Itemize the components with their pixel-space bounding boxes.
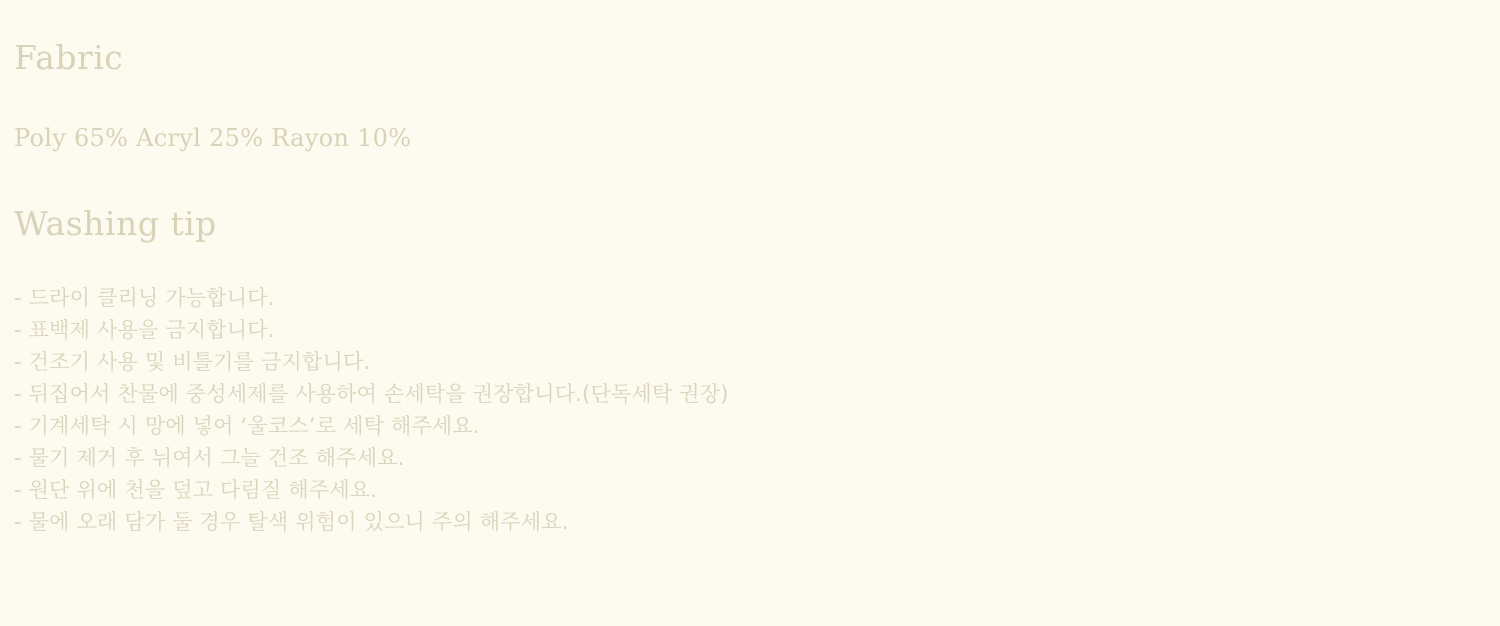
list-item: - 건조기 사용 및 비틀기를 금지합니다. <box>14 350 371 374</box>
washing-tip-list <box>14 283 1500 538</box>
list-item: - 기계세탁 시 망에 넣어 ‘울코스’로 세탁 해주세요. <box>14 413 480 438</box>
fabric-section-title: Fabric <box>14 38 124 77</box>
list-item: - 원단 위에 천을 덮고 다림질 해주세요. <box>14 477 378 502</box>
list-item: - 물에 오래 담가 둘 경우 탈색 위험이 있으니 주의 해주세요. <box>14 509 569 534</box>
fabric-composition-text: Poly 65% Acryl 25% Rayon 10% <box>14 123 412 152</box>
list-item: - 드라이 클리닝 가능합니다. <box>14 286 275 311</box>
washing-tip-section-title: Washing tip <box>14 203 217 243</box>
list-item: - 물기 제거 후 뉘여서 그늘 건조 해주세요. <box>14 445 405 470</box>
list-item: - 표백제 사용을 금지합니다. <box>14 318 275 343</box>
list-item: - 뒤집어서 찬물에 중성세제를 사용하여 손세탁을 권장합니다.(단독세탁 권장) <box>14 381 729 406</box>
